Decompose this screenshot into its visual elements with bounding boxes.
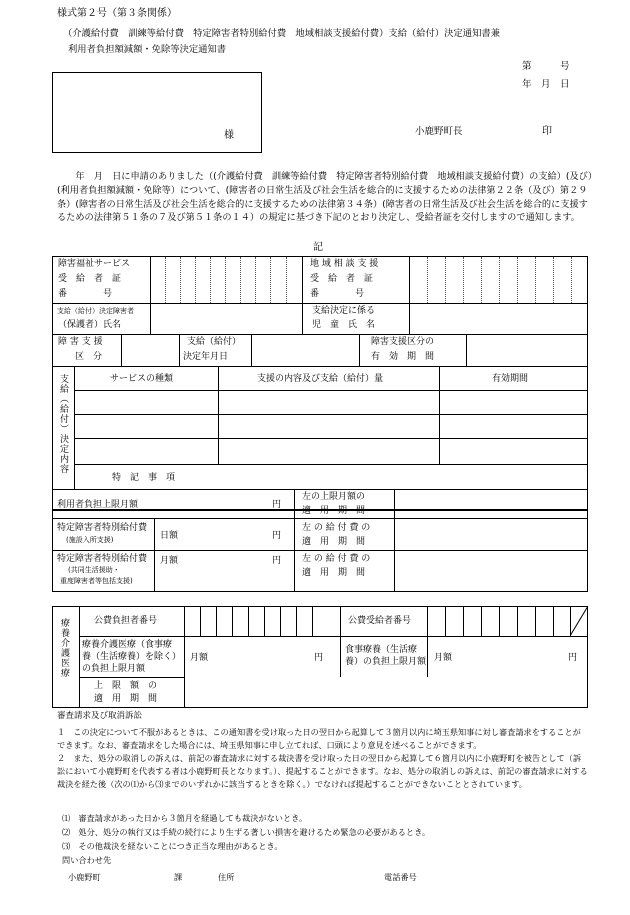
note-sub-1: ⑴ 審査請求があった日から３箇月を経過しても裁決がないとき。 xyxy=(62,813,308,823)
decision-content-label: 支給（給付）決定内容 xyxy=(58,374,68,474)
public-recipient-label: 公費受給者番号 xyxy=(348,616,412,626)
welfare-cert-label-3: 番 号 xyxy=(58,289,113,299)
limit-period-label-2: 適 用 期 間 xyxy=(302,506,366,516)
medical-monthly-label: 月額 xyxy=(190,653,209,663)
daily-amount-label: 日額 xyxy=(160,531,179,541)
meal-monthly-label: 月額 xyxy=(434,653,453,663)
benefit-period2-label-1: 左 の 給 付 費 の xyxy=(302,554,371,564)
consult-cert-label-1: 地 域 相 談 支 援 xyxy=(310,259,379,269)
medical-care-vertical-label: 療養介護医療 xyxy=(59,618,69,678)
special-benefit1-label: 特定障害者特別給付費 xyxy=(57,523,148,533)
document-number: 第 号 xyxy=(522,61,570,72)
benefit-period1-label-1: 左 の 給 付 費 の xyxy=(302,523,371,533)
notes-heading: 審査請求及び取消訴訟 xyxy=(57,711,143,721)
decision-date-label-2: 決定年月日 xyxy=(183,352,229,362)
meal-yen: 円 xyxy=(568,653,578,663)
issuer-name: 小鹿野町長 xyxy=(415,126,463,137)
consult-cert-label-2: 受 給 者 証 xyxy=(310,274,374,284)
benefit-period1-label-2: 適 用 期 間 xyxy=(302,537,366,547)
guardian-label-bottom: （保護者）氏名 xyxy=(58,320,122,330)
welfare-cert-label-1: 障害福祉サービス xyxy=(58,259,131,269)
special-benefit1-sub: (施設入所支援) xyxy=(66,536,114,544)
diagonal-slash xyxy=(570,606,588,636)
decision-date-label-1: 支給（給付） xyxy=(187,337,242,347)
valid-period-label-2: 有 効 期 間 xyxy=(371,352,435,362)
limit-period-label-1: 上 限 額 の xyxy=(94,681,158,691)
document-title-line1: （介護給付費 訓練等給付費 特定障害者特別給付費 地域相談支援給付費）支給（給付）決定通知書兼 xyxy=(63,28,500,39)
support-div-label-1: 障 害 支 援 xyxy=(58,337,103,347)
monthly-amount-label: 月額 xyxy=(160,556,179,566)
burden-yen: 円 xyxy=(272,500,282,510)
welfare-cert-label-2: 受 給 者 証 xyxy=(58,274,122,284)
medical-label-2: 養（生活療養）を除く） xyxy=(82,652,182,662)
seal-mark: 印 xyxy=(542,126,552,137)
benefit-period2-label-2: 適 用 期 間 xyxy=(302,568,366,578)
meal-label-1: 食事療養（生活療 xyxy=(345,645,418,655)
consult-cert-label-3: 番 号 xyxy=(310,289,365,299)
col-service-type: サービスの種類 xyxy=(110,374,174,384)
document-title-line2: 利用者負担額減額・免除等決定通知書 xyxy=(68,44,227,55)
recipient-suffix: 様 xyxy=(224,130,234,141)
child-label-1: 支給決定に係る xyxy=(312,306,376,316)
contact-heading: 問い合わせ先 xyxy=(62,855,112,865)
notice-body: 年 月 日に申請のありました（(介護給付費 訓練等給付費 特定障害者特別給付費 地域相談支援給付費）の支給）(及び）(利用者負担額減額・免除等）について、(障害者の日常生活及び社会生活を総合的に支援するための法律第２２条（及び）第２９条）(障害者の日常生活及び社会生活を総合的に支援するための法律第３４条）(障害者の日常生活及び社会生活を総合的に支援するための法律第５１条の７及び第５１条の１４）の規定に基づき下記のとおり決定し、受給者証を交付しますので通知します。 xyxy=(57,171,593,224)
special-benefit2-sub1: (共同生活援助・ xyxy=(68,566,120,574)
limit-period-label-1: 左の上限月額の xyxy=(302,492,366,502)
note-1: １ この決定について不服があるときは、この通知書を受け取った日の翌日から起算して３箇月以内に埼玉県知事に対し審査請求をすることができます。なお、審査請求をした場合には、埼玉県知事に申し立てれば、口頭により意見を述べることができます。 xyxy=(57,727,581,750)
note-sub-2: ⑵ 処分、処分の執行又は手続の続行により生ずる著しい損害を避けるため緊急の必要があるとき。 xyxy=(62,827,431,837)
note-2: ２ また、処分の取消しの訴えは、前記の審査請求に対する裁決書を受け取った日の翌日から起算して６箇月以内に小鹿野町を被告として（訴訟において小鹿野町を代表する者は小鹿野町長となります。）、提起することができます。なお、処分の取消しの訴えは、前記の審査請求に対する裁決を経た後（次の⑴から⑶までのいずれかに該当するときを除く。）でなければ提起することができないこととされています。 xyxy=(57,753,588,789)
document-date: 年 月 日 xyxy=(522,79,570,90)
daily-yen: 円 xyxy=(272,531,282,541)
col-valid-period: 有効期間 xyxy=(492,374,529,384)
medical-label-3: の負担上限月額 xyxy=(82,664,146,674)
medical-label-1: 療養介護医療（食事療 xyxy=(82,640,173,650)
medical-yen: 円 xyxy=(314,653,324,663)
form-number: 様式第２号（第３条関係） xyxy=(57,8,177,19)
guardian-label-top: 支給（給付）決定障害者 xyxy=(57,307,134,315)
support-div-label-2: 区 分 xyxy=(75,352,103,362)
special-benefit2-label: 特定障害者特別給付費 xyxy=(57,554,148,564)
contact-town: 小鹿野町 xyxy=(68,872,101,882)
meal-label-2: 養）の負担上限月額 xyxy=(345,657,427,667)
public-payer-label: 公費負担者番号 xyxy=(94,616,158,626)
note-sub-3: ⑶ その他裁決を経ないことにつき正当な理由があるとき。 xyxy=(62,841,283,851)
contact-address: 住所 xyxy=(218,872,235,882)
contact-phone: 電話番号 xyxy=(384,872,417,882)
col-support-amount: 支援の内容及び支給（給付）量 xyxy=(257,374,384,384)
special-benefit2-sub2: 重度障害者等包括支援) xyxy=(60,577,133,585)
special-notes-label: 特 記 事 項 xyxy=(112,473,176,483)
contact-section: 課 xyxy=(174,872,183,882)
child-label-2: 児 童 氏 名 xyxy=(312,320,376,330)
limit-period-label-2: 適 用 期 間 xyxy=(94,694,158,704)
ki-label: 記 xyxy=(313,242,323,253)
valid-period-label-1: 障害支援区分の xyxy=(371,337,435,347)
burden-limit-label: 利用者負担上限月額 xyxy=(57,500,139,510)
monthly-yen: 円 xyxy=(272,556,282,566)
